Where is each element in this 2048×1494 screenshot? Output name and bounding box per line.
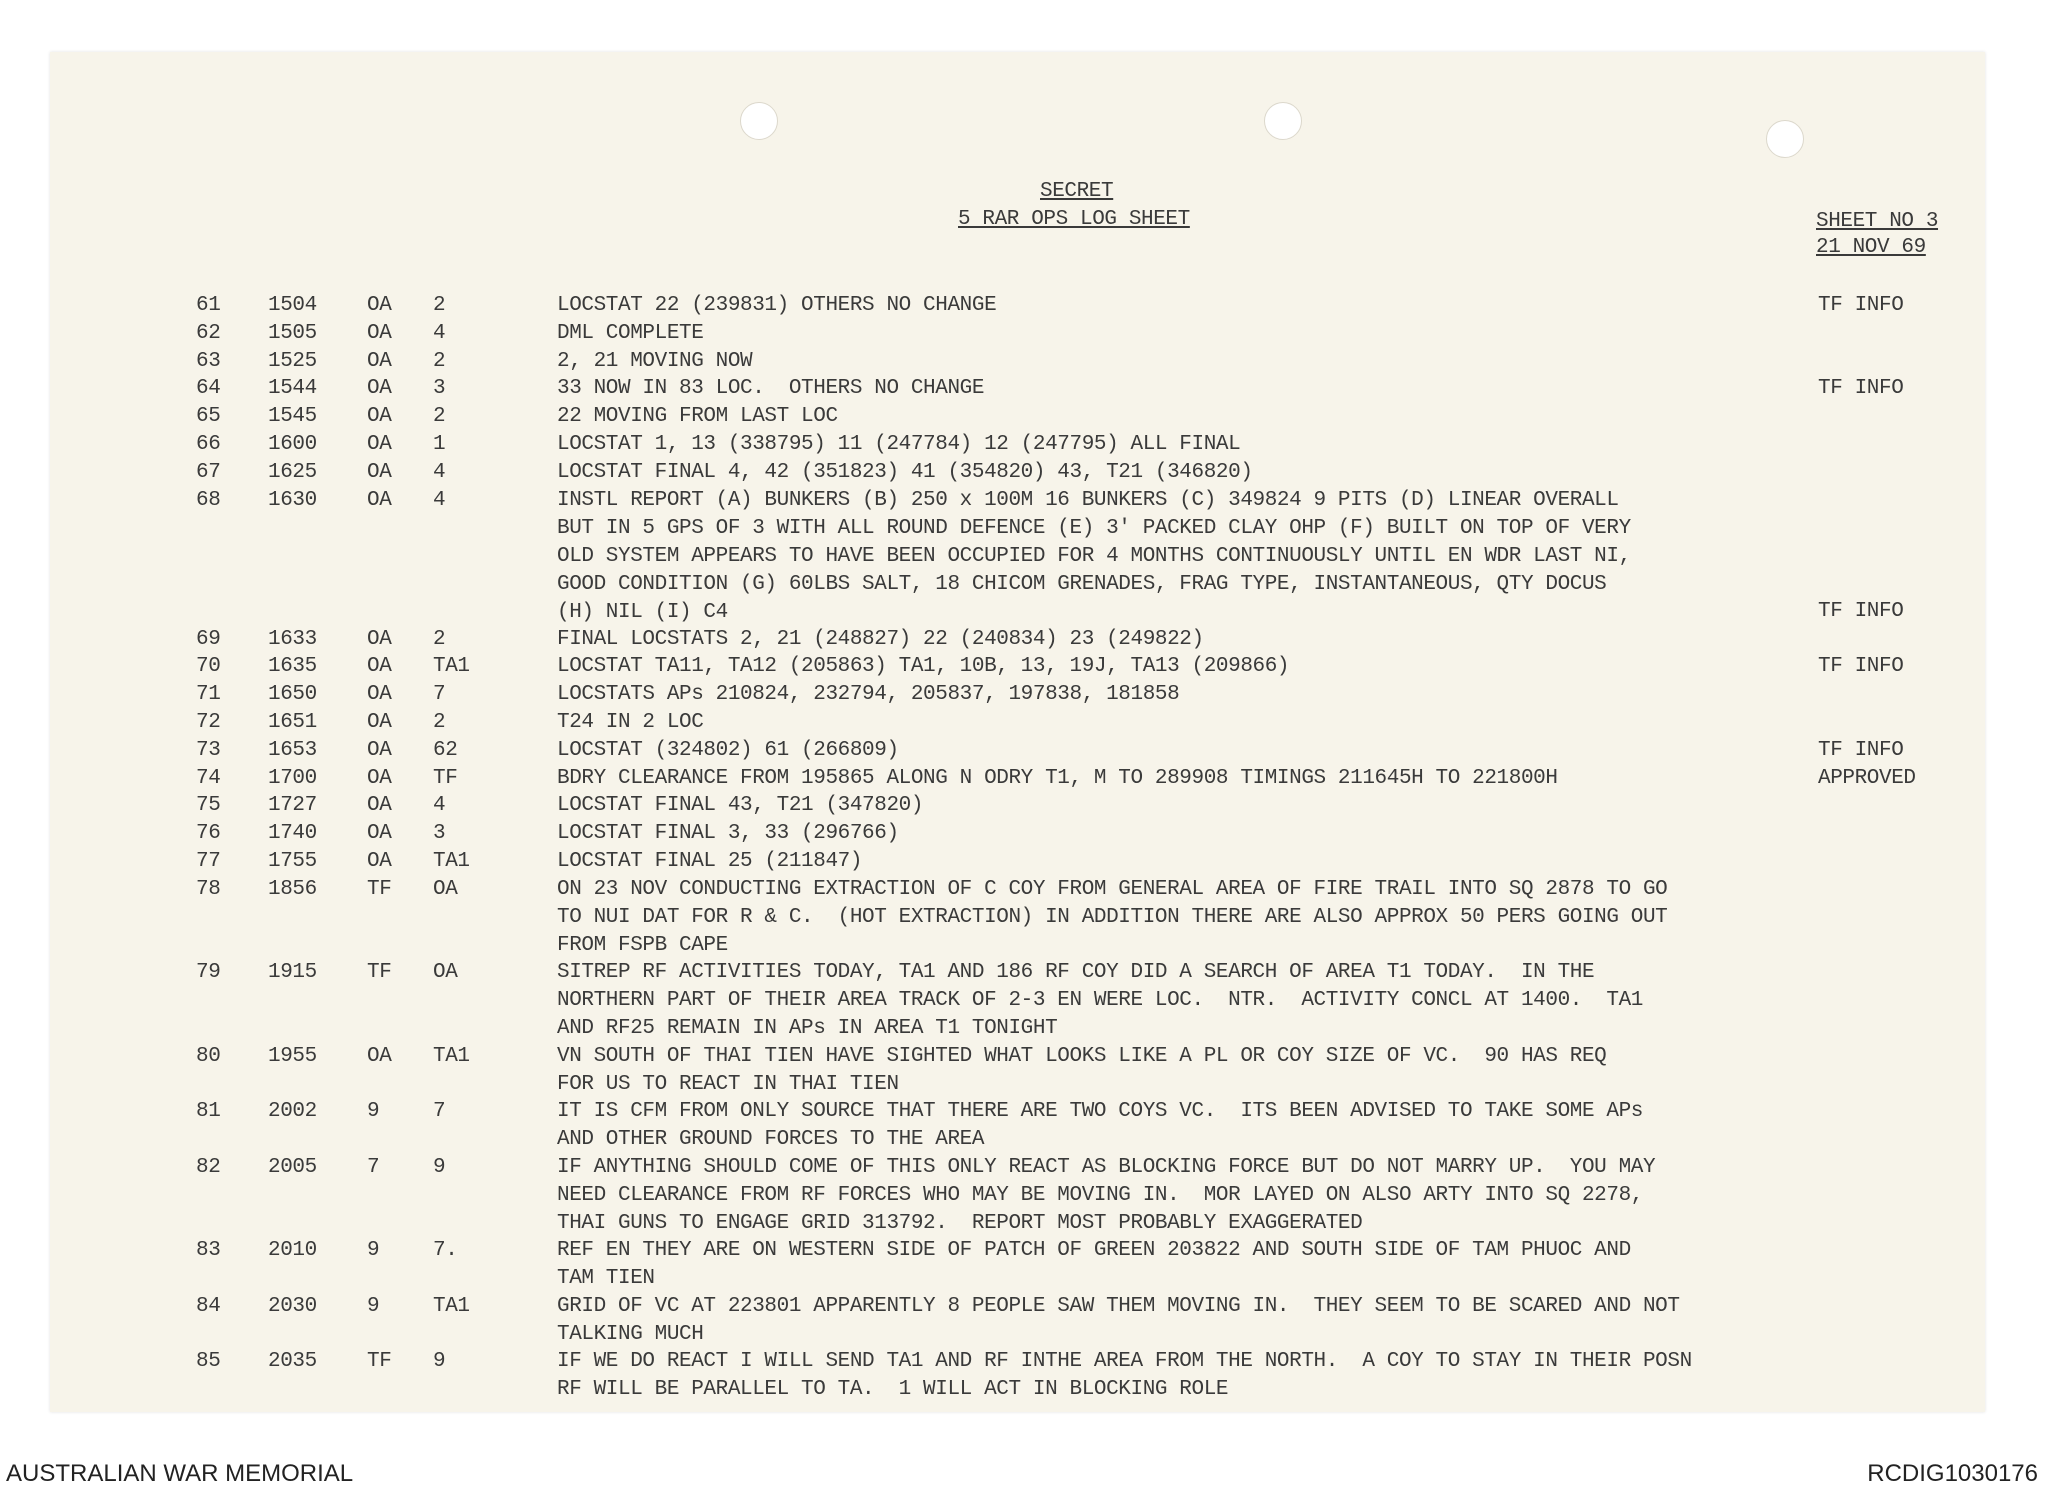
entry-to: 62 [433, 738, 458, 762]
entry-text-line: LOCSTAT 1, 13 (338795) 11 (247784) 12 (247795) ALL FINAL [557, 433, 1241, 456]
entry-text-line: REF EN THEY ARE ON WESTERN SIDE OF PATCH OF GREEN 203822 AND SOUTH SIDE OF TAM PHUOC AND [557, 1239, 1631, 1263]
entry-to: 2 [433, 627, 446, 651]
entry-serial: 82 [196, 1155, 221, 1179]
log-entry [50, 320, 1985, 348]
entry-from: OA [367, 377, 392, 401]
entry-to: 4 [433, 794, 446, 818]
entry-from: 9 [367, 1100, 380, 1124]
entry-text [557, 792, 923, 820]
entry-text-line: THAI GUNS TO ENGAGE GRID 313792. REPORT MOST PROBABLY EXAGGERATED [557, 1211, 1363, 1235]
entry-time: 2010 [268, 1239, 317, 1263]
entry-from: TF [367, 1350, 392, 1374]
entry-from: OA [367, 766, 392, 790]
entry-time: 1635 [268, 655, 317, 679]
entry-from: OA [367, 711, 392, 734]
entry-to: TA1 [433, 850, 470, 873]
entry-from: OA [367, 683, 392, 707]
entry-text [557, 959, 1643, 1043]
entry-from: OA [367, 460, 392, 484]
entry-from: OA [367, 794, 392, 818]
entry-time: 1633 [268, 627, 317, 651]
entry-serial: 67 [196, 460, 221, 484]
entry-text-line: AND OTHER GROUND FORCES TO THE AREA [557, 1128, 985, 1152]
entry-text-line: VN SOUTH OF THAI TIEN HAVE SIGHTED WHAT LOOKS LIKE A PL OR COY SIZE OF VC. 90 HAS REQ [557, 1044, 1607, 1068]
entry-to: 9 [433, 1350, 446, 1374]
entry-time: 1915 [268, 961, 317, 985]
entry-from: TF [367, 877, 392, 901]
entry-text [557, 292, 996, 320]
entry-text-line: LOCSTAT FINAL 43, T21 (347820) [557, 794, 924, 818]
entry-time: 1504 [268, 294, 317, 317]
entry-to: 3 [433, 377, 446, 401]
entry-text [557, 375, 984, 403]
sheet-number: SHEET NO 3 [1816, 210, 1939, 233]
log-entry [50, 1293, 1985, 1346]
entry-to: 4 [433, 488, 446, 512]
log-entry [50, 403, 1985, 431]
entry-serial: 71 [196, 683, 221, 707]
log-entry [50, 848, 1985, 876]
sheet-date: 21 NOV 69 [1816, 236, 1926, 259]
entry-text [557, 765, 1558, 793]
entry-text-line: GRID OF VC AT 223801 APPARENTLY 8 PEOPLE SAW THEM MOVING IN. THEY SEEM TO BE SCARED AND NOT [557, 1294, 1680, 1318]
entry-text-line: IF ANYTHING SHOULD COME OF THIS ONLY REACT AS BLOCKING FORCE BUT DO NOT MARRY UP. YOU MAY [557, 1155, 1656, 1179]
entry-text-line: IT IS CFM FROM ONLY SOURCE THAT THERE ARE TWO COYS VC. ITS BEEN ADVISED TO TAKE SOME APs [557, 1100, 1643, 1124]
entry-text-line: LOCSTAT FINAL 4, 42 (351823) 41 (354820) 43, T21 (346820) [557, 460, 1253, 484]
entry-time: 1505 [268, 321, 317, 345]
entry-from: OA [367, 1044, 392, 1068]
entry-text-line: RF WILL BE PARALLEL TO TA. 1 WILL ACT IN BLOCKING ROLE [557, 1378, 1229, 1402]
log-entry [50, 1098, 1985, 1152]
entry-serial: 83 [196, 1239, 221, 1263]
entry-text [557, 1043, 1606, 1099]
entry-text [557, 1293, 1680, 1349]
entry-time: 1653 [268, 738, 317, 762]
entry-text [557, 653, 1289, 681]
entry-text-line: ON 23 NOV CONDUCTING EXTRACTION OF C COY FROM GENERAL AREA OF FIRE TRAIL INTO SQ 2878 TO GO [557, 877, 1668, 901]
log-entry [50, 348, 1985, 376]
entry-text-line: NEED CLEARANCE FROM RF FORCES WHO MAY BE MOVING IN. MOR LAYED ON ALSO ARTY INTO SQ 2278, [557, 1183, 1643, 1207]
entry-text-line: (H) NIL (I) C4 [557, 600, 728, 624]
log-entry [50, 431, 1985, 459]
entry-text-line: LOCSTATS APs 210824, 232794, 205837, 197838, 181858 [557, 683, 1180, 707]
entry-from: OA [367, 405, 392, 429]
entry-remark: TF INFO [1818, 599, 1904, 623]
entry-serial: 81 [196, 1100, 221, 1124]
entry-text [557, 876, 1667, 960]
log-entry [50, 653, 1985, 681]
entry-remark: APPROVED [1818, 766, 1916, 790]
entry-serial: 69 [196, 627, 221, 651]
entry-from: OA [367, 433, 392, 456]
entry-text-line: LOCSTAT FINAL 25 (211847) [557, 850, 863, 873]
entry-text-line: FROM FSPB CAPE [557, 933, 728, 957]
entry-time: 1740 [268, 822, 317, 846]
classification-heading: SECRET [1040, 180, 1114, 203]
entry-remark: TF INFO [1818, 294, 1904, 317]
entry-text [557, 403, 838, 431]
entry-text-line: LOCSTAT TA11, TA12 (205863) TA1, 10B, 13, 19J, TA13 (209866) [557, 655, 1290, 679]
log-entry [50, 765, 1985, 793]
log-entry [50, 1237, 1985, 1291]
entry-time: 1700 [268, 766, 317, 790]
entry-to: 2 [433, 405, 446, 429]
entry-from: OA [367, 627, 392, 651]
entry-to: TA1 [433, 1044, 470, 1068]
entry-text [557, 626, 1204, 654]
entry-time: 2035 [268, 1350, 317, 1374]
entry-from: OA [367, 655, 392, 679]
log-entry [50, 876, 1985, 957]
entry-serial: 66 [196, 433, 221, 456]
entry-remark: TF INFO [1818, 655, 1904, 679]
entry-serial: 85 [196, 1350, 221, 1374]
entry-text-line: DML COMPLETE [557, 321, 704, 345]
entry-time: 2030 [268, 1294, 317, 1318]
entry-text [557, 820, 899, 848]
entry-to: 2 [433, 711, 446, 734]
entry-to: 7. [433, 1239, 458, 1263]
log-entry [50, 709, 1985, 737]
entry-serial: 80 [196, 1044, 221, 1068]
entry-text [557, 487, 1631, 627]
entry-text [557, 459, 1253, 487]
entry-time: 1755 [268, 850, 317, 873]
entry-text-line: GOOD CONDITION (G) 60LBS SALT, 18 CHICOM GRENADES, FRAG TYPE, INSTANTANEOUS, QTY DOCUS [557, 572, 1607, 596]
entry-serial: 77 [196, 850, 221, 873]
log-entry [50, 375, 1985, 403]
entry-to: 4 [433, 321, 446, 345]
entry-text-line: TAM TIEN [557, 1267, 655, 1291]
entry-serial: 74 [196, 766, 221, 790]
entry-from: OA [367, 738, 392, 762]
entry-time: 1856 [268, 877, 317, 901]
entry-text-line: LOCSTAT (324802) 61 (266809) [557, 738, 899, 762]
entry-from: 7 [367, 1155, 380, 1179]
entry-text-line: BDRY CLEARANCE FROM 195865 ALONG N ODRY T1, M TO 289908 TIMINGS 211645H TO 221800H [557, 766, 1558, 790]
entry-remark: TF INFO [1818, 738, 1904, 762]
log-entry [50, 737, 1985, 765]
entry-from: OA [367, 850, 392, 873]
entry-from: OA [367, 321, 392, 345]
entry-to: 2 [433, 349, 446, 373]
entry-to: TF [433, 766, 458, 790]
entry-time: 1544 [268, 377, 317, 401]
entry-text [557, 737, 899, 765]
entry-time: 2002 [268, 1100, 317, 1124]
entry-serial: 78 [196, 877, 221, 901]
entry-text-line: OLD SYSTEM APPEARS TO HAVE BEEN OCCUPIED FOR 4 MONTHS CONTINUOUSLY UNTIL EN WDR LAST NI, [557, 544, 1631, 568]
entry-to: TA1 [433, 655, 470, 679]
entry-text-line: NORTHERN PART OF THEIR AREA TRACK OF 2-3 EN WERE LOC. NTR. ACTIVITY CONCL AT 1400. TA1 [557, 989, 1643, 1013]
entry-time: 1625 [268, 460, 317, 484]
entry-text-line: INSTL REPORT (A) BUNKERS (B) 250 x 100M 16 BUNKERS (C) 349824 9 PITS (D) LINEAR OVERALL [557, 488, 1619, 512]
entry-to: TA1 [433, 1294, 470, 1318]
entry-text-line: BUT IN 5 GPS OF 3 WITH ALL ROUND DEFENCE (E) 3' PACKED CLAY OHP (F) BUILT ON TOP OF VERY [557, 516, 1631, 540]
entry-text-line: FINAL LOCSTATS 2, 21 (248827) 22 (240834) 23 (249822) [557, 627, 1204, 651]
log-entry [50, 626, 1985, 654]
entry-text [557, 681, 1179, 709]
entry-serial: 64 [196, 377, 221, 401]
entry-from: OA [367, 488, 392, 512]
entry-text-line: FOR US TO REACT IN THAI TIEN [557, 1072, 899, 1096]
entry-text-line: SITREP RF ACTIVITIES TODAY, TA1 AND 186 RF COY DID A SEARCH OF AREA T1 TODAY. IN THE [557, 961, 1595, 985]
entry-time: 1727 [268, 794, 317, 818]
log-entry [50, 959, 1985, 1041]
entry-serial: 75 [196, 794, 221, 818]
entry-serial: 73 [196, 738, 221, 762]
entry-serial: 84 [196, 1294, 221, 1318]
entry-text [557, 709, 703, 737]
entry-text [557, 1348, 1692, 1404]
log-entry [50, 1154, 1985, 1235]
document-title: 5 RAR OPS LOG SHEET [958, 208, 1190, 231]
entry-time: 1600 [268, 433, 317, 456]
log-entry [50, 792, 1985, 820]
entry-text-line: TO NUI DAT FOR R & C. (HOT EXTRACTION) IN ADDITION THERE ARE ALSO APPROX 50 PERS GOING OUT [557, 905, 1668, 929]
entry-time: 1650 [268, 683, 317, 707]
entry-text-line: LOCSTAT 22 (239831) OTHERS NO CHANGE [557, 294, 997, 317]
entry-serial: 72 [196, 711, 221, 734]
entry-to: 7 [433, 683, 446, 707]
entry-text [557, 848, 862, 876]
archive-label: AUSTRALIAN WAR MEMORIAL [6, 1460, 354, 1487]
entry-from: OA [367, 349, 392, 373]
entry-time: 2005 [268, 1155, 317, 1179]
entry-serial: 68 [196, 488, 221, 512]
entry-text-line: 2, 21 MOVING NOW [557, 349, 753, 373]
entry-from: 9 [367, 1294, 380, 1318]
entry-text-line: 33 NOW IN 83 LOC. OTHERS NO CHANGE [557, 377, 985, 401]
entry-from: OA [367, 294, 392, 317]
log-entry [50, 1043, 1985, 1096]
entry-to: 3 [433, 822, 446, 846]
entry-text-line: T24 IN 2 LOC [557, 711, 704, 734]
entry-time: 1630 [268, 488, 317, 512]
entry-text [557, 1098, 1643, 1154]
entry-time: 1545 [268, 405, 317, 429]
entry-to: 9 [433, 1155, 446, 1179]
entry-text [557, 348, 752, 376]
log-entry [50, 292, 1985, 320]
entry-from: TF [367, 961, 392, 985]
entry-text-line: AND RF25 REMAIN IN APs IN AREA T1 TONIGHT [557, 1017, 1058, 1041]
entry-text [557, 1154, 1655, 1238]
log-entry [50, 681, 1985, 709]
entry-from: 9 [367, 1239, 380, 1263]
entry-to: OA [433, 877, 458, 901]
log-entries [50, 52, 1985, 1412]
log-entry [50, 820, 1985, 848]
log-entry [50, 1348, 1985, 1402]
entry-from: OA [367, 822, 392, 846]
entry-serial: 61 [196, 294, 221, 317]
entry-to: 1 [433, 433, 446, 456]
entry-to: 4 [433, 460, 446, 484]
entry-time: 1525 [268, 349, 317, 373]
entry-time: 1955 [268, 1044, 317, 1068]
entry-to: 2 [433, 294, 446, 317]
entry-to: 7 [433, 1100, 446, 1124]
entry-serial: 70 [196, 655, 221, 679]
entry-to: OA [433, 961, 458, 985]
entry-text-line: LOCSTAT FINAL 3, 33 (296766) [557, 822, 899, 846]
entry-serial: 65 [196, 405, 221, 429]
entry-serial: 62 [196, 321, 221, 345]
entry-text-line: TALKING MUCH [557, 1322, 704, 1346]
entry-text-line: IF WE DO REACT I WILL SEND TA1 AND RF INTHE AREA FROM THE NORTH. A COY TO STAY IN THEIR POSN [557, 1350, 1692, 1374]
entry-text [557, 1237, 1631, 1293]
entry-serial: 76 [196, 822, 221, 846]
document-page [50, 52, 1985, 1412]
log-entry [50, 459, 1985, 487]
archive-reference: RCDIG1030176 [1867, 1460, 2038, 1487]
entry-text-line: 22 MOVING FROM LAST LOC [557, 405, 838, 429]
entry-serial: 63 [196, 349, 221, 373]
entry-serial: 79 [196, 961, 221, 985]
log-entry [50, 487, 1985, 624]
entry-text [557, 431, 1240, 459]
entry-text [557, 320, 703, 348]
entry-remark: TF INFO [1818, 377, 1904, 401]
entry-time: 1651 [268, 711, 317, 734]
